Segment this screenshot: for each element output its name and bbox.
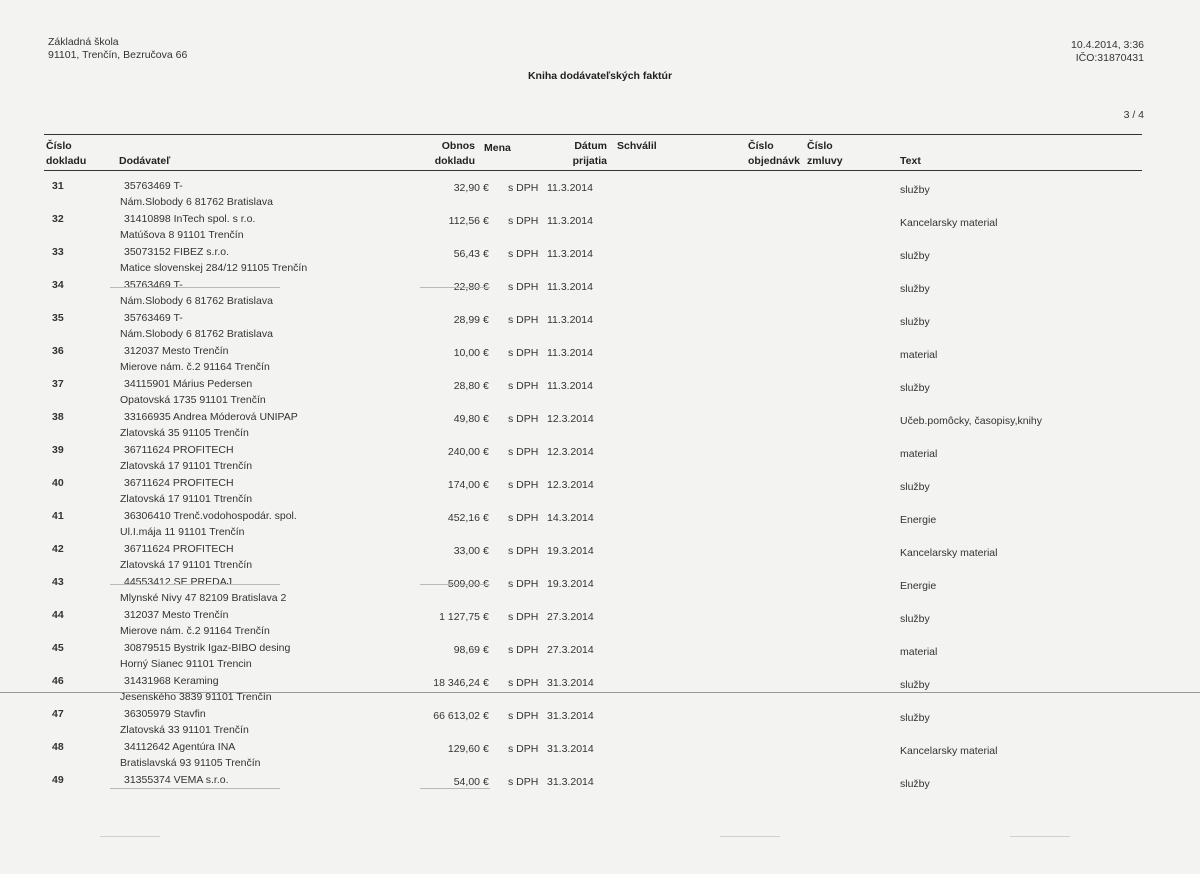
supplier-name: 30879515 Bystrik Igaz-BIBO desing [124, 642, 291, 654]
vat-flag: s DPH [508, 776, 539, 788]
currency: € [483, 611, 489, 623]
amount: 240,00 [447, 446, 480, 458]
col-mena: Mena [484, 142, 511, 154]
description: služby [900, 184, 930, 196]
vat-flag: s DPH [508, 281, 539, 293]
doc-number: 33 [52, 246, 64, 258]
header-top-rule [44, 134, 1142, 135]
supplier-name: 34112642 Agentúra INA [124, 741, 236, 753]
currency: € [483, 314, 489, 326]
supplier-name: 36306410 Trenč.vodohospodár. spol. [124, 510, 297, 522]
col-text: Text [900, 155, 921, 167]
amount: 174,00 [447, 479, 480, 491]
supplier-address: Nám.Slobody 6 81762 Bratislava [120, 196, 273, 208]
description: služby [900, 382, 930, 394]
amount: 1 127,75 [439, 611, 480, 623]
table-row [0, 440, 1200, 473]
amount: 452,16 [447, 512, 480, 524]
doc-number: 41 [52, 510, 64, 522]
received-date: 12.3.2014 [547, 446, 594, 458]
description: služby [900, 613, 930, 625]
table-row [0, 605, 1200, 638]
vat-flag: s DPH [508, 479, 539, 491]
currency: € [483, 281, 489, 293]
doc-number: 32 [52, 213, 64, 225]
vat-flag: s DPH [508, 413, 539, 425]
supplier-name: 312037 Mesto Trenčín [124, 609, 229, 621]
supplier-name: 35763469 T- [124, 180, 183, 192]
doc-number: 35 [52, 312, 64, 324]
received-date: 11.3.2014 [547, 314, 593, 326]
vat-flag: s DPH [508, 446, 539, 458]
scan-artifact-line [110, 788, 280, 789]
supplier-address: Matice slovenskej 284/12 91105 Trenčín [120, 262, 308, 274]
currency: € [483, 743, 489, 755]
table-row [0, 770, 1200, 803]
doc-number: 37 [52, 378, 64, 390]
amount: 28,99 [453, 314, 480, 326]
received-date: 11.3.2014 [547, 281, 593, 293]
supplier-name: 36711624 PROFITECH [124, 543, 234, 555]
scan-artifact-line [110, 287, 280, 288]
doc-number: 38 [52, 411, 64, 423]
vat-flag: s DPH [508, 248, 539, 260]
vat-flag: s DPH [508, 380, 539, 392]
received-date: 11.3.2014 [547, 347, 593, 359]
scan-artifact-line [420, 287, 490, 288]
doc-number: 48 [52, 741, 64, 753]
table-row [0, 473, 1200, 506]
col-datum: Dátum prijatia [572, 140, 607, 167]
received-date: 12.3.2014 [547, 413, 594, 425]
school-address: 91101, Trenčín, Bezručova 66 [48, 49, 188, 61]
description: služby [900, 778, 930, 790]
col-dodavatel: Dodávateľ [119, 155, 171, 167]
received-date: 11.3.2014 [547, 182, 593, 194]
vat-flag: s DPH [508, 677, 539, 689]
currency: € [483, 380, 489, 392]
description: služby [900, 679, 930, 691]
amount: 49,80 [453, 413, 480, 425]
supplier-name: 44553412 SE PREDAJ [124, 576, 232, 588]
supplier-name: 35073152 FIBEZ s.r.o. [124, 246, 230, 258]
received-date: 27.3.2014 [547, 611, 594, 623]
supplier-address: Mierove nám. č.2 91164 Trenčín [120, 361, 270, 373]
currency: € [483, 182, 489, 194]
currency: € [483, 479, 489, 491]
table-row [0, 506, 1200, 539]
supplier-name: 36305979 Stavfin [124, 708, 206, 720]
currency: € [483, 545, 489, 557]
supplier-address: Bratislavská 93 91105 Trenčín [120, 757, 261, 769]
description: Energie [900, 514, 937, 526]
received-date: 19.3.2014 [547, 545, 594, 557]
currency: € [483, 710, 489, 722]
currency: € [483, 347, 489, 359]
supplier-address: Nám.Slobody 6 81762 Bratislava [120, 295, 273, 307]
vat-flag: s DPH [508, 215, 539, 227]
amount: 33,00 [453, 545, 480, 557]
vat-flag: s DPH [508, 182, 539, 194]
doc-number: 36 [52, 345, 64, 357]
school-name: Základná škola [48, 36, 119, 48]
header-bottom-rule [44, 170, 1142, 171]
doc-number: 44 [52, 609, 64, 621]
received-date: 31.3.2014 [547, 710, 594, 722]
description: služby [900, 481, 930, 493]
supplier-address: Zlatovská 35 91105 Trenčín [120, 427, 249, 439]
supplier-address: Zlatovská 17 91101 Ttrenčín [120, 460, 253, 472]
received-date: 27.3.2014 [547, 644, 594, 656]
supplier-name: 34115901 Márius Pedersen [124, 378, 253, 390]
received-date: 31.3.2014 [547, 677, 594, 689]
received-date: 11.3.2014 [547, 380, 593, 392]
doc-number: 49 [52, 774, 64, 786]
supplier-name: 31431968 Keraming [124, 675, 219, 687]
supplier-address: Opatovská 1735 91101 Trenčín [120, 394, 266, 406]
amount: 54,00 [453, 776, 480, 788]
vat-flag: s DPH [508, 743, 539, 755]
amount: 66 613,02 [433, 710, 480, 722]
ico-number: IČO:31870431 [1075, 52, 1144, 64]
vat-flag: s DPH [508, 314, 539, 326]
currency: € [483, 446, 489, 458]
currency: € [483, 248, 489, 260]
doc-number: 40 [52, 477, 64, 489]
description: Učeb.pomôcky, časopisy,knihy [900, 415, 1043, 427]
description: služby [900, 283, 930, 295]
table-row [0, 242, 1200, 275]
description: material [900, 448, 938, 460]
table-row [0, 539, 1200, 572]
amount: 129,60 [447, 743, 480, 755]
doc-number: 43 [52, 576, 64, 588]
amount: 10,00 [453, 347, 480, 359]
doc-number: 45 [52, 642, 64, 654]
table-row [0, 737, 1200, 770]
received-date: 31.3.2014 [547, 776, 594, 788]
scan-artifact-line [1010, 836, 1070, 837]
description: material [900, 646, 938, 658]
doc-number: 31 [52, 180, 64, 192]
supplier-name: 36711624 PROFITECH [124, 444, 234, 456]
doc-number: 34 [52, 279, 64, 291]
supplier-address: Zlatovská 33 91101 Trenčín [120, 724, 249, 736]
supplier-address: Nám.Slobody 6 81762 Bratislava [120, 328, 273, 340]
amount: 98,69 [453, 644, 480, 656]
received-date: 12.3.2014 [547, 479, 594, 491]
description: Kancelarsky material [900, 745, 998, 757]
received-date: 19.3.2014 [547, 578, 594, 590]
amount: 112,56 [448, 215, 480, 227]
table-row [0, 176, 1200, 209]
amount: 22,80 [453, 281, 480, 293]
received-date: 14.3.2014 [547, 512, 594, 524]
vat-flag: s DPH [508, 347, 539, 359]
table-row [0, 638, 1200, 671]
scan-artifact-line [720, 836, 780, 837]
supplier-name: 31410898 InTech spol. s r.o. [124, 213, 256, 225]
supplier-address: Ul.I.mája 11 91101 Trenčín [120, 526, 245, 538]
table-row [0, 704, 1200, 737]
supplier-name: 33166935 Andrea Móderová UNIPAP [124, 411, 298, 423]
vat-flag: s DPH [508, 545, 539, 557]
description: Kancelarsky material [900, 217, 998, 229]
description: služby [900, 250, 930, 262]
scan-artifact-line [420, 788, 490, 789]
currency: € [483, 677, 489, 689]
supplier-name: 35763469 T- [124, 312, 183, 324]
supplier-address: Matúšova 8 91101 Trenčín [120, 229, 244, 241]
doc-number: 39 [52, 444, 64, 456]
vat-flag: s DPH [508, 512, 539, 524]
scan-artifact-line [100, 836, 160, 837]
scan-artifact-line [110, 584, 280, 585]
currency: € [483, 578, 489, 590]
received-date: 11.3.2014 [547, 248, 593, 260]
description: Energie [900, 580, 937, 592]
col-schvalil: Schválil [617, 140, 657, 152]
amount: 509,00 [447, 578, 480, 590]
supplier-name: 35763469 T- [124, 279, 183, 291]
description: služby [900, 316, 930, 328]
col-obnos: Obnos dokladu [434, 140, 475, 167]
scan-artifact-line [0, 692, 1200, 693]
supplier-address: Zlatovská 17 91101 Ttrenčín [120, 559, 253, 571]
description: služby [900, 712, 930, 724]
table-row [0, 407, 1200, 440]
supplier-name: 36711624 PROFITECH [124, 477, 234, 489]
print-info [1071, 39, 1144, 65]
currency: € [483, 215, 489, 227]
vat-flag: s DPH [508, 710, 539, 722]
school-info [48, 36, 187, 62]
supplier-name: 312037 Mesto Trenčín [124, 345, 229, 357]
currency: € [483, 413, 489, 425]
vat-flag: s DPH [508, 611, 539, 623]
supplier-address: Mlynské Nivy 47 82109 Bratislava 2 [120, 592, 287, 604]
document-title: Kniha dodávateľských faktúr [527, 70, 673, 82]
supplier-address: Horný Sianec 91101 Trencin [120, 658, 252, 670]
currency: € [483, 776, 489, 788]
table-row [0, 308, 1200, 341]
currency: € [483, 644, 489, 656]
currency: € [483, 512, 489, 524]
table-row [0, 671, 1200, 704]
description: material [900, 349, 938, 361]
scan-artifact-line [420, 584, 490, 585]
vat-flag: s DPH [508, 644, 539, 656]
received-date: 11.3.2014 [547, 215, 593, 227]
col-cislo-dokladu: Číslo dokladu [46, 140, 87, 167]
vat-flag: s DPH [508, 578, 539, 590]
table-row [0, 275, 1200, 308]
col-cislo-objednavky: Číslo objednávk [748, 140, 800, 167]
table-row [0, 209, 1200, 242]
received-date: 31.3.2014 [547, 743, 594, 755]
amount: 18 346,24 [433, 677, 480, 689]
supplier-address: Mierove nám. č.2 91164 Trenčín [120, 625, 270, 637]
table-row [0, 374, 1200, 407]
doc-number: 46 [52, 675, 64, 687]
amount: 28,80 [453, 380, 480, 392]
doc-number: 47 [52, 708, 64, 720]
print-datetime: 10.4.2014, 3:36 [1071, 39, 1144, 51]
table-row [0, 572, 1200, 605]
table-row [0, 341, 1200, 374]
amount: 32,90 [453, 182, 480, 194]
doc-number: 42 [52, 543, 64, 555]
amount: 56,43 [453, 248, 480, 260]
supplier-name: 31355374 VEMA s.r.o. [124, 774, 229, 786]
supplier-address: Zlatovská 17 91101 Ttrenčín [120, 493, 253, 505]
col-cislo-zmluvy: Číslo zmluvy [807, 140, 843, 167]
supplier-address: Jesenského 3839 91101 Trenčín [120, 691, 272, 703]
page-number: 3 / 4 [1123, 109, 1144, 121]
description: Kancelarsky material [900, 547, 998, 559]
